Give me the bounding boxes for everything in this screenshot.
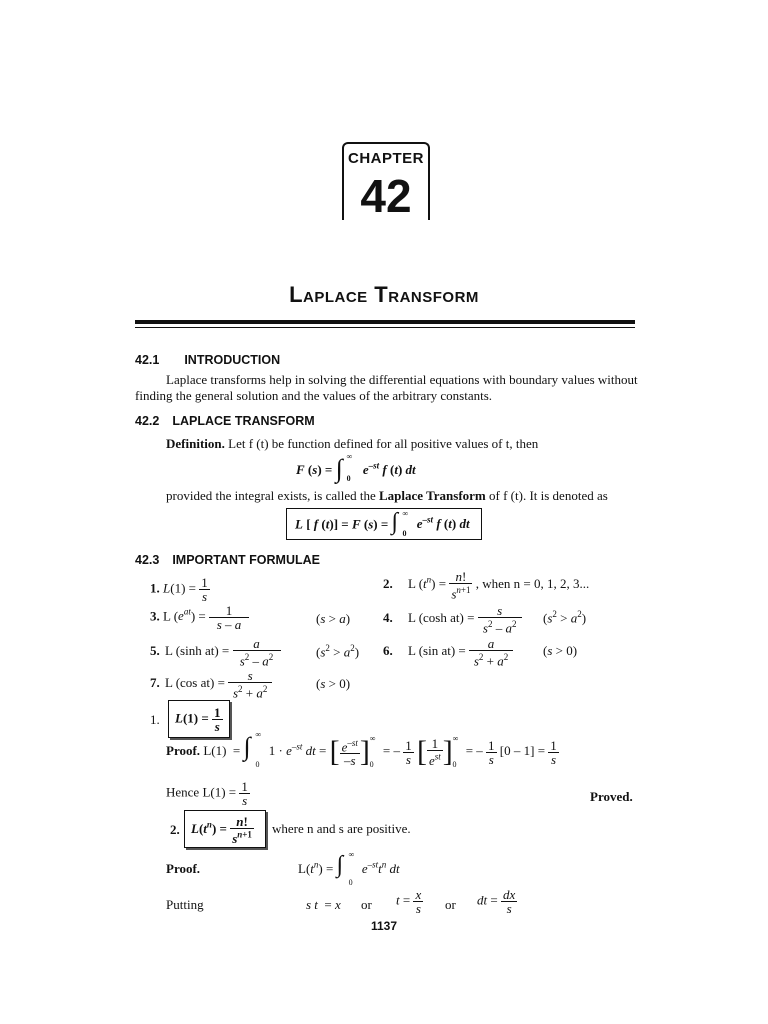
putting-eq-3: dt = $\frac{dx}{s}$ bbox=[477, 887, 516, 916]
proof-2-condition: where n and s are positive. bbox=[272, 821, 411, 836]
proof-2-label: Proof. bbox=[166, 861, 201, 876]
proof-label: Proof. bbox=[166, 742, 201, 758]
formula-7: 7. L (cos at) = $\frac{s}{s^2 + a^2}$ bbox=[150, 669, 272, 699]
proof-2-number: 2. bbox=[170, 822, 180, 837]
section-42-1-heading bbox=[135, 353, 280, 367]
section-42-2-heading bbox=[135, 414, 315, 428]
formula-7-condition: (s > 0) bbox=[316, 676, 351, 691]
formula-4-condition: $(s^2 > a^2)$ bbox=[543, 609, 587, 626]
section-42-3-heading bbox=[135, 553, 320, 567]
formula-6-condition: (s > 0) bbox=[543, 643, 578, 658]
intro-line-2: finding the general solution and the values of the arbitrary constants. bbox=[135, 388, 493, 403]
putting-label: Putting bbox=[166, 897, 204, 912]
section-number: 42.1 bbox=[135, 353, 160, 367]
chapter-number: 42 bbox=[360, 170, 412, 222]
proved-label: Proved. bbox=[590, 789, 633, 804]
formula-4: 4. L (cosh at) = $\frac{s}{s^2 - a^2}$ bbox=[383, 604, 522, 634]
section-number: 42.2 bbox=[135, 414, 160, 428]
section-title: INTRODUCTION bbox=[184, 353, 281, 367]
hence-line: Hence L(1) = $\frac{1}{s}$ bbox=[166, 779, 248, 808]
formula-1: 1. L(1) = $\frac{1}{s}$ bbox=[150, 575, 208, 604]
section-number: 42.3 bbox=[135, 553, 160, 567]
formula-3-condition: (s > a) bbox=[316, 611, 351, 626]
section-title: LAPLACE TRANSFORM bbox=[172, 414, 315, 428]
proof-1-number: 1. bbox=[150, 712, 160, 727]
intro-line-1: Laplace transforms help in solving the differential equations with boundary values without bbox=[166, 372, 638, 387]
formula-3: 3. L $(e^{at})$ = $\frac{1}{s - a}$ bbox=[150, 604, 249, 631]
formula-5-condition: $(s^2 > a^2)$ bbox=[316, 643, 360, 660]
proof-2-equation: $L(t^n)$ = ∫ ∞ 0 $e^{-st}t^n$ dt bbox=[298, 850, 400, 887]
proof-1-line: Proof. L(1) = ∫ ∞ 0 $1 \cdot e^{-st}$ dt = [ $\frac{e^{-st}}{-s}$ ]$^\infty_0$ = – $\frac{1}{s}$ [ $\frac{1}{e^{st}}$ ]$^\infty_0$ = – $\frac{1}{s}$ [0 – 1] = $\frac{1}{s}$ bbox=[166, 730, 557, 769]
chapter-title: Laplace Transform bbox=[289, 282, 479, 307]
or-2: or bbox=[445, 897, 456, 912]
definition-line bbox=[166, 436, 538, 452]
definition-equation: F (s) = ∫ ∞ 0 $e^{-st}$ f (t) dt bbox=[296, 452, 416, 483]
definition-label: Definition. bbox=[166, 436, 225, 451]
laplace-transform-term: Laplace Transform bbox=[379, 488, 486, 503]
putting-eq-1: s t = x bbox=[306, 897, 341, 912]
putting-eq-2: t = $\frac{x}{s}$ bbox=[396, 887, 422, 916]
title-rule-thick bbox=[135, 320, 635, 324]
formula-5: 5. L (sinh at) = $\frac{a}{s^2 - a^2}$ bbox=[150, 637, 281, 667]
chapter-label: CHAPTER bbox=[342, 142, 430, 172]
proof-1-box: L(1) = $\frac{1}{s}$ bbox=[168, 700, 230, 738]
formula-2: 2. L $(t^n)$ = $\frac{n!}{s^{n+1}}$ , when n = 0, 1, 2, 3... bbox=[383, 569, 590, 602]
proof-2-box: $L(t^n)$ = $\frac{n!}{s^{n+1}}$ bbox=[184, 810, 266, 848]
page-number: 1137 bbox=[370, 919, 398, 933]
title-rule-thin bbox=[135, 327, 635, 328]
or-1: or bbox=[361, 897, 372, 912]
section-title: IMPORTANT FORMULAE bbox=[172, 553, 320, 567]
definition-text: Let f (t) be function defined for all positive values of t, then bbox=[228, 436, 539, 451]
formula-2-condition: , when n = 0, 1, 2, 3... bbox=[475, 576, 590, 592]
chapter-box bbox=[342, 142, 430, 220]
provided-line: provided the integral exists, is called the Laplace Transform of f (t). It is denoted as bbox=[166, 488, 608, 503]
formula-6: 6. L (sin at) = $\frac{a}{s^2 + a^2}$ bbox=[383, 637, 513, 667]
laplace-definition-box: L [ f (t)] = F (s) = ∫ ∞ 0 $e^{-st}$ f (t) dt bbox=[286, 508, 482, 540]
